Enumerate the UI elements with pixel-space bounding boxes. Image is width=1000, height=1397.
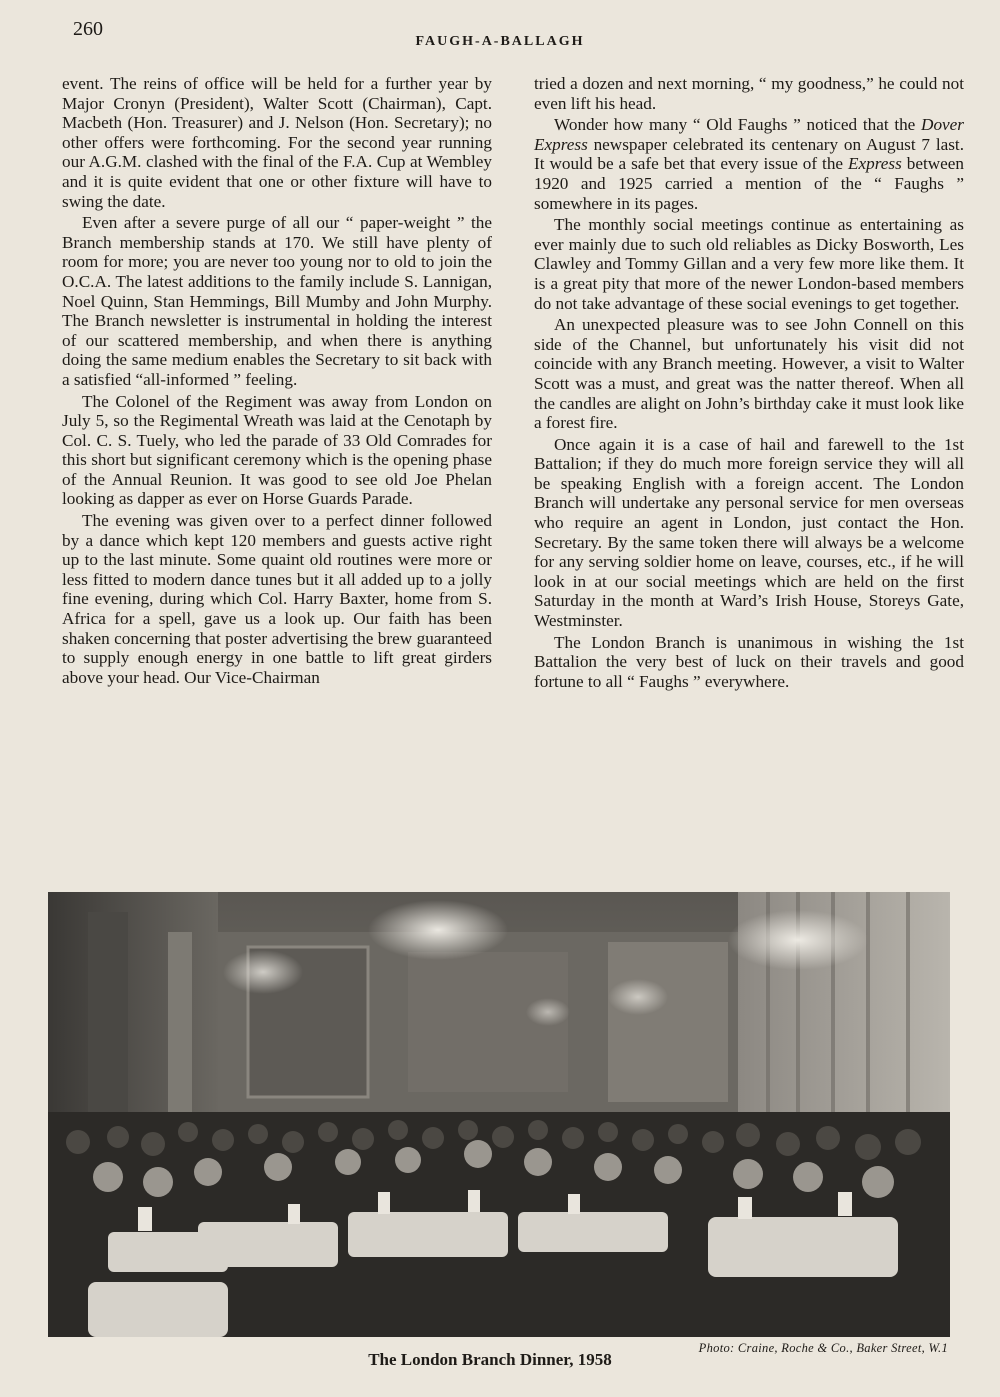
photo-credit: Photo: Craine, Roche & Co., Baker Street, W.1	[698, 1341, 948, 1355]
paragraph: event. The reins of office will be held for a further year by Major Cronyn (President), Walter Scott (Chairman), Capt. Macbeth (Hon. Treasurer) and J. Nelson (Hon. Secretary); no other offers were forthcoming. For the second year running our A.G.M. clashed with the final of the F.A. Cup at Wembley and it is quite evident that one or other fixture will have to swing the date.	[62, 74, 492, 211]
paragraph: The monthly social meetings continue as entertaining as ever mainly due to such old reliables as Dicky Bosworth, Les Clawley and Tommy Gillan and a very few more like them. It is a great pity that more of the newer London-based members do not take advantage of these social evenings to get together.	[534, 215, 964, 313]
paragraph	[534, 115, 964, 213]
page-number: 260	[73, 18, 103, 40]
paragraph: Once again it is a case of hail and farewell to the 1st Battalion; if they do much more foreign service they will all be speaking English with a foreign accent. The London Branch will undertake any personal service for men overseas who require an agent in London, just contact the Hon. Secretary. By the same token there will always be a welcome for any serving soldier home on leave, courses, etc., if he will look in at our social meetings which are held on the first Saturday in the month at Ward’s Irish House, Storeys Gate, Westminster.	[534, 434, 964, 631]
paragraph: The evening was given over to a perfect dinner followed by a dance which kept 120 members and guests active right up to the last minute. Some quaint old routines were more or less fitted to modern dance tunes but it all added up to a jolly fine evening, during which Col. Harry Baxter, home from S. Africa for a spell, gave us a look up. Our faith has been shaken concerning that poster advertising the brew guaranteed to supply enough energy in one battle to lift great girders above your head. Our Vice-Chairman	[62, 511, 492, 687]
dinner-photograph	[48, 892, 950, 1337]
left-column	[62, 74, 492, 689]
paragraph: Even after a severe purge of all our “ paper-weight ” the Branch membership stands at 170. We still have plenty of room for more; you are never too young nor to old to join the O.C.A. The latest additions to the family include S. Lannigan, Noel Quinn, Stan Hemmings, Bill Mumby and John Murphy. The Branch newsletter is instrumental in holding the interest of our scattered membership, and when there is anything doing the same medium enables the Secretary to sit back with a satisfied “all-informed ” feeling.	[62, 213, 492, 389]
paragraph: An unexpected pleasure was to see John Connell on this side of the Channel, but unfortunately his visit did not coincide with any Branch meeting. However, a visit to Walter Scott was a must, and great was the natter thereof. When all the candles are alight on John’s birthday cake it must look like a forest fire.	[534, 315, 964, 433]
newspaper-title: Express	[848, 154, 902, 174]
text-run: Wonder how many “ Old Faughs ” noticed that the	[554, 115, 922, 135]
paragraph: The Colonel of the Regiment was away from London on July 5, so the Regimental Wreath was laid at the Cenotaph by Col. C. S. Tuely, who led the parade of 33 Old Comrades for this short but significant ceremony which is the opening phase of the Annual Reunion. It was good to see old Joe Phelan looking as dapper as ever on Horse Guards Parade.	[62, 391, 492, 509]
text-run: newspaper celebrated its centenary on August 7 last. It would be a safe bet that every issue of the	[534, 134, 964, 174]
paragraph: The London Branch is unanimous in wishing the 1st Battalion the very best of luck on their travels and good fortune to all “ Faughs ” everywhere.	[534, 632, 964, 691]
newspaper-title: Dover Express	[534, 115, 964, 154]
paragraph: tried a dozen and next morning, “ my goodness,” he could not even lift his head.	[534, 74, 964, 113]
right-column	[534, 74, 964, 693]
running-head: FAUGH-A-BALLAGH	[415, 34, 585, 49]
text-run: between 1920 and 1925 carried a mention of the “ Faughs ” somewhere in its pages.	[534, 154, 965, 213]
photo-caption: The London Branch Dinner, 1958	[368, 1350, 612, 1369]
